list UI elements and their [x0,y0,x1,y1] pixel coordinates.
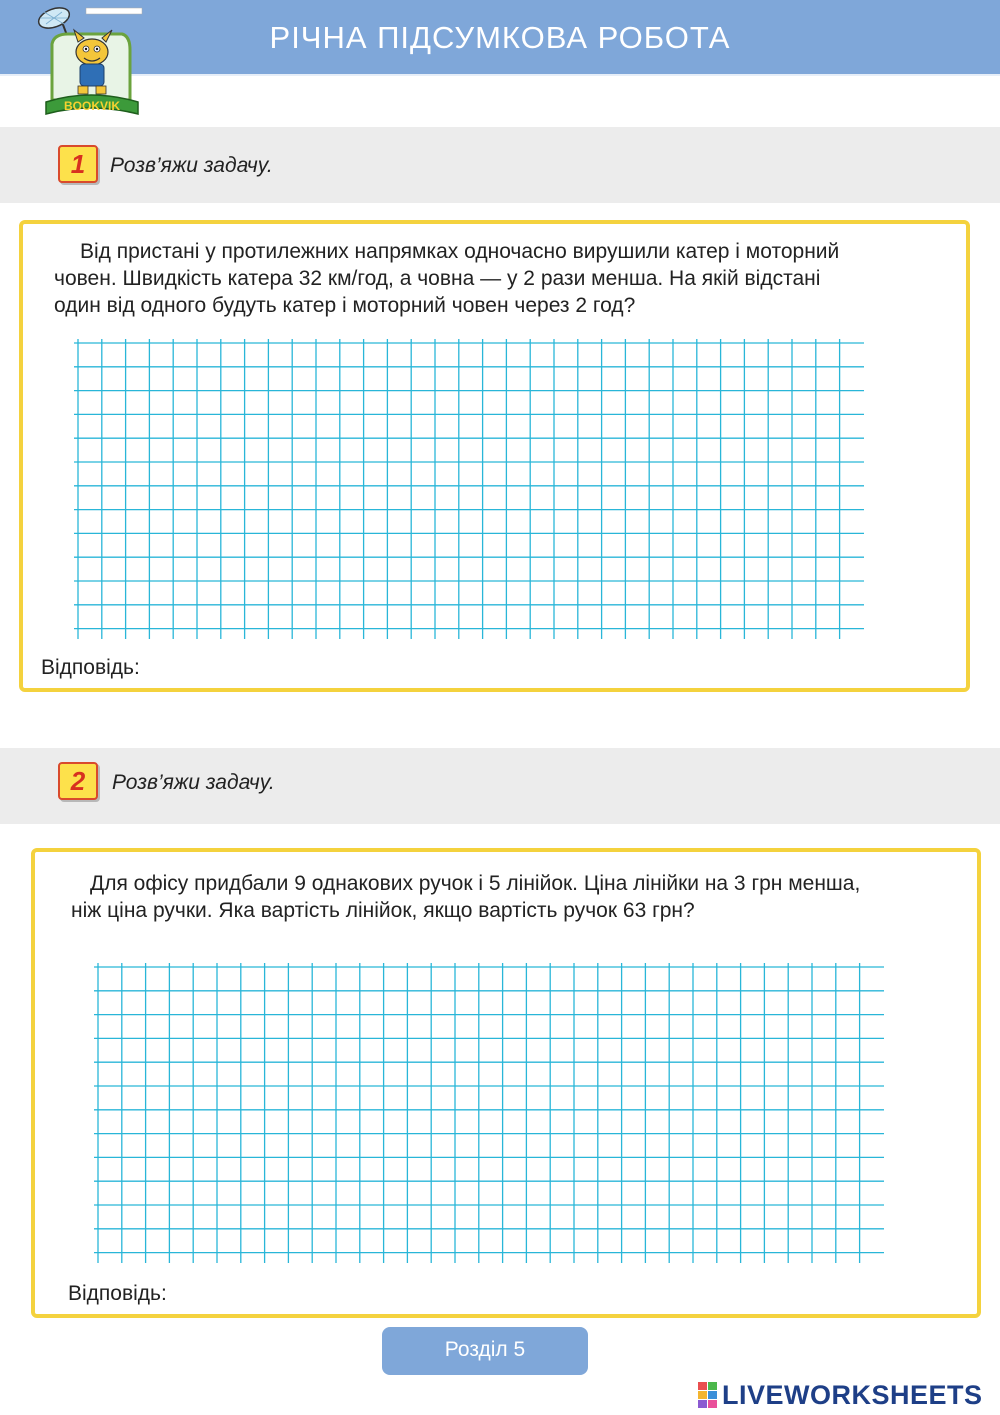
page-header [0,0,1000,76]
liveworksheets-logo-icon [698,1382,718,1408]
task-2-instruction: Розв’яжи задачу. [112,771,275,794]
liveworksheets-brand [698,1378,998,1412]
task-1-number-badge: 1 [58,145,98,183]
task-2-answer-grid[interactable] [94,963,884,1263]
task-1-instruction: Розв’яжи задачу. [110,154,273,177]
task-1-text-line-1: Від пристані у протилежних напрямках одночасно вирушили катер і моторний [80,240,840,263]
svg-text:BOOKVIK: BOOKVIK [63,99,121,113]
task-2-text-line-2: ніж ціна ручки. Яка вартість лінійок, якщо вартість ручок 63 грн? [71,899,695,922]
task-2-text-line-1: Для офісу придбали 9 однакових ручок і 5 лінійок. Ціна лінійки на 3 грн менша, [90,872,861,895]
task-2-answer-label: Відповідь: [68,1282,167,1305]
bookvik-logo [34,4,146,116]
task-1-text-line-2: човен. Швидкість катера 32 км/год, а човна — у 2 рази менша. На якій відстані [54,267,821,290]
task-1-answer-grid[interactable] [74,339,864,639]
task-1-text [54,238,964,319]
page-title: РІЧНА ПІДСУМКОВА РОБОТА [269,20,731,55]
task-2-text [71,870,971,924]
task-1-text-line-3: один від одного будуть катер і моторний човен через 2 год? [54,294,636,317]
task-1-answer-label: Відповідь: [41,656,140,679]
liveworksheets-wordmark: LIVEWORKSHEETS [722,1380,983,1410]
task-2-number-badge: 2 [58,762,98,800]
section-button[interactable]: Розділ 5 [382,1327,588,1375]
